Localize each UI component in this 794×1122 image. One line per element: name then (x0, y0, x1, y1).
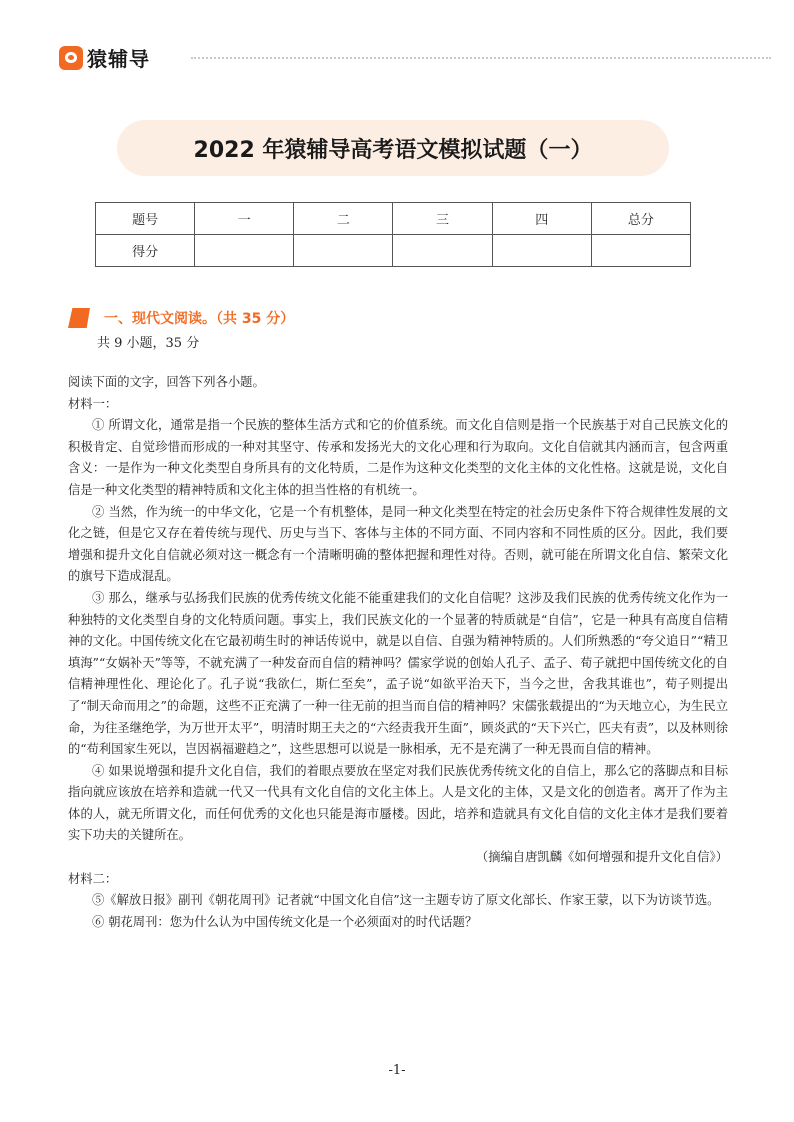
reading-passage (68, 372, 728, 933)
table-cell: 二 (294, 203, 393, 235)
table-row (96, 203, 691, 235)
paragraph: ③ 那么，继承与弘扬我们民族的优秀传统文化能不能重建我们的文化自信呢？这涉及我们民族的优秀传统文化作为一种独特的文化类型自身的文化特质问题。事实上，我们民族文化的一个显著的特质就是“自信”，它是一种具有高度自信精神的文化。中国传统文化在它最初萌生时的神话传说中，就是以自信、自强为精神特质的。人们所熟悉的“夸父追日”“精卫填海”“女娲补天”等等，不就充满了一种发奋而自信的精神吗？儒家学说的创始人孔子、孟子、荀子就把中国传统文化的自信精神理性化、理论化了。孔子说“我欲仁，斯仁至矣”，孟子说“如欲平治天下，当今之世，舍我其谁也”，荀子则提出了“制天命而用之”的命题，这些不正充满了一种一往无前的担当而自信的精神吗？宋儒张载提出的“为天地立心，为生民立命，为往圣继绝学，为万世开太平”，明清时期王夫之的“六经责我开生面”，顾炎武的“天下兴亡，匹夫有责”，以及林则徐的“苟利国家生死以，岂因祸福避趋之”，这些思想可以说是一脉相承，无不是充满了一种无畏而自信的精神。 (68, 590, 728, 757)
page-header (59, 43, 719, 71)
paragraph: ⑥ 朝花周刊：您为什么认为中国传统文化是一个必须面对的时代话题？ (92, 914, 478, 929)
table-cell: 三 (393, 203, 492, 235)
score-entry-cell[interactable] (195, 235, 294, 267)
material-label: 材料一： (68, 396, 118, 411)
paragraph: ② 当然，作为统一的中华文化，它是一个有机整体，是同一种文化类型在特定的社会历史条件下符合规律性发展的文化之链，但是它又存在着传统与现代、历史与当下、客体与主体的不同方面、不同内容和不同性质的区分。因此，我们要增强和提升文化自信就必须对这一概念有一个清晰明确的整体把握和理性对待。否则，就可能在所谓文化自信、繁荣文化的旗号下造成混乱。 (68, 504, 728, 584)
score-entry-cell[interactable] (393, 235, 492, 267)
score-table (95, 202, 691, 267)
score-entry-cell[interactable] (591, 235, 690, 267)
brand-logo (59, 43, 150, 72)
section-subtitle: 共 9 小题，35 分 (97, 336, 200, 351)
paragraph: ⑤《解放日报》副刊《朝花周刊》记者就“中国文化自信”这一主题专访了原文化部长、作家王蒙，以下为访谈节选。 (92, 893, 720, 908)
section-title: 一、现代文阅读。（共 35 分） (104, 311, 295, 327)
table-cell: 一 (195, 203, 294, 235)
table-cell: 总分 (591, 203, 690, 235)
table-cell: 得分 (96, 235, 195, 267)
section-marker-icon (68, 308, 90, 328)
monkey-logo-icon (59, 46, 83, 70)
table-row (96, 235, 691, 267)
score-entry-cell[interactable] (294, 235, 393, 267)
page-number: -1- (388, 1063, 406, 1078)
header-divider (191, 57, 771, 59)
material-label: 材料二： (68, 871, 118, 886)
exam-title-banner (117, 120, 669, 176)
paragraph: ④ 如果说增强和提升文化自信，我们的着眼点要放在坚定对我们民族优秀传统文化的自信上，那么它的落脚点和目标指向就应该放在培养和造就一代又一代具有文化自信的文化主体上。人是文化的主体，又是文化的创造者。离开了作为主体的人，就无所谓文化，而任何优秀的文化也只能是海市蜃楼。因此，培养和造就具有文化自信的文化主体才是我们要着实下功夫的关键所在。 (68, 763, 728, 843)
source-citation: （摘编自唐凯麟《如何增强和提升文化自信》） (475, 850, 728, 865)
section-heading (68, 308, 294, 328)
exam-title: 2022 年猿辅导高考语文模拟试题（一） (193, 137, 593, 163)
instruction-text: 阅读下面的文字，回答下列各小题。 (68, 375, 265, 389)
score-entry-cell[interactable] (492, 235, 591, 267)
table-cell: 四 (492, 203, 591, 235)
paragraph: ① 所谓文化，通常是指一个民族的整体生活方式和它的价值系统。而文化自信则是指一个民族基于对自己民族文化的积极肯定、自觉珍惜而形成的一种对其坚守、传承和发扬光大的文化心理和行为取向。文化自信就其内涵而言，包含两重含义：一是作为一种文化类型自身所具有的文化特质，二是作为这种文化类型的文化主体的文化性格。这就是说，文化自信是一种文化类型的精神特质和文化主体的担当性格的有机统一。 (68, 418, 728, 497)
brand-name: 猿辅导 (87, 47, 150, 71)
table-cell: 题号 (96, 203, 195, 235)
